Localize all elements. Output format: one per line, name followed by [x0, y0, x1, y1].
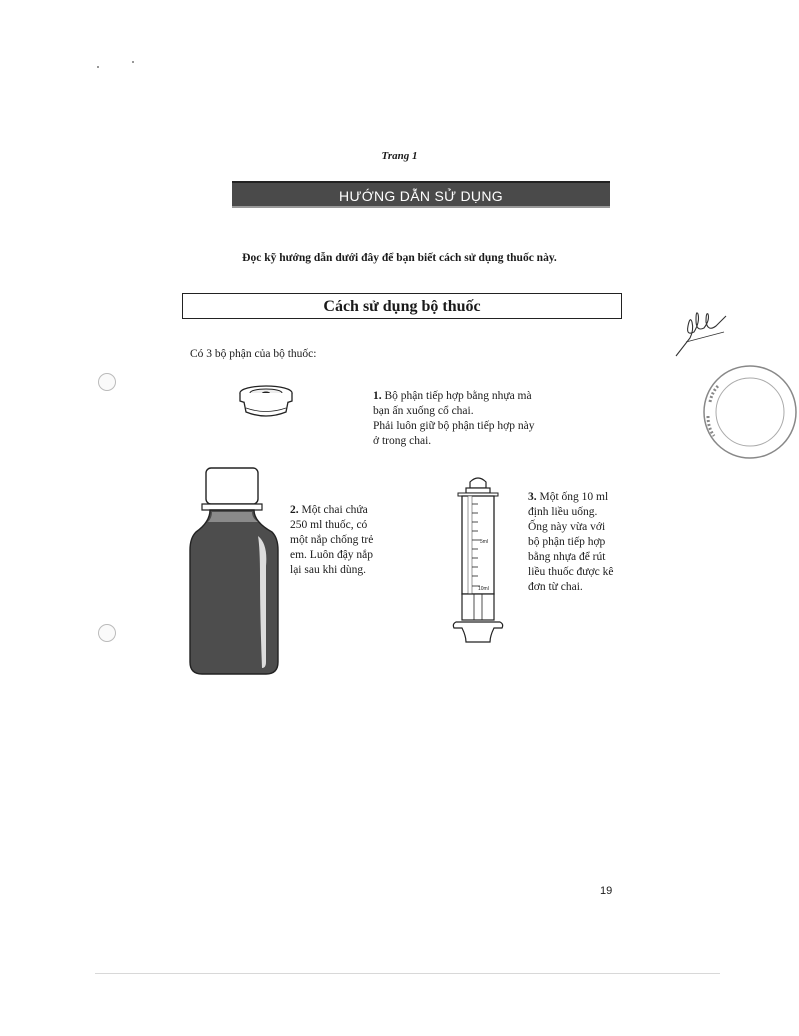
- part-3-line: đơn từ chai.: [528, 581, 583, 593]
- syringe-10ml-label: 10ml: [478, 586, 489, 592]
- adapter-icon: [238, 384, 294, 424]
- part-2-line: 250 ml thuốc, có: [290, 519, 368, 531]
- bottle-icon: [188, 466, 280, 678]
- page-header: Trang 1: [381, 150, 418, 162]
- banner-title: HƯỚNG DẪN SỬ DỤNG: [232, 181, 610, 208]
- page-number: 19: [600, 885, 613, 897]
- part-3-line: định liều uống.: [528, 506, 598, 518]
- part-1-line: Bộ phận tiếp hợp bằng nhựa mà: [384, 390, 532, 402]
- part-2-description: [290, 503, 390, 578]
- part-2-line: một nắp chống trẻ: [290, 534, 374, 546]
- intro-text: Đọc kỹ hướng dẫn dưới đây để bạn biết cách sử dụng thuốc này.: [242, 252, 557, 264]
- stamp-icon: [700, 362, 799, 462]
- part-2-number: 2.: [290, 504, 299, 516]
- part-3-line: liều thuốc được kê: [528, 566, 614, 578]
- part-1-line: Phải luôn giữ bộ phận tiếp hợp này: [373, 420, 535, 432]
- part-1-description: [373, 389, 563, 449]
- part-1-line: bạn ấn xuống cổ chai.: [373, 405, 474, 417]
- section-title: Cách sử dụng bộ thuốc: [182, 293, 622, 319]
- punch-hole: [98, 373, 116, 391]
- part-3-line: Một ống 10 ml: [539, 491, 609, 503]
- part-3-line: bộ phận tiếp hợp: [528, 536, 606, 548]
- footer-divider: [95, 973, 720, 974]
- scan-speck: [132, 61, 134, 63]
- parts-intro: Có 3 bộ phận của bộ thuốc:: [190, 348, 317, 360]
- part-3-description: [528, 490, 628, 595]
- syringe-5ml-label: 5ml: [480, 539, 489, 545]
- part-1-number: 1.: [373, 390, 382, 402]
- syringe-icon: [450, 476, 510, 648]
- part-3-number: 3.: [528, 491, 537, 503]
- signature-icon: [672, 302, 732, 362]
- part-3-line: bằng nhựa để rút: [528, 551, 606, 563]
- part-1-line: ở trong chai.: [373, 435, 432, 447]
- scan-speck: [97, 66, 99, 68]
- part-2-line: em. Luôn đậy nắp: [290, 549, 374, 561]
- part-2-line: lại sau khi dùng.: [290, 564, 367, 576]
- punch-hole: [98, 624, 116, 642]
- part-3-line: Ống này vừa với: [528, 521, 606, 533]
- part-2-line: Một chai chứa: [301, 504, 368, 516]
